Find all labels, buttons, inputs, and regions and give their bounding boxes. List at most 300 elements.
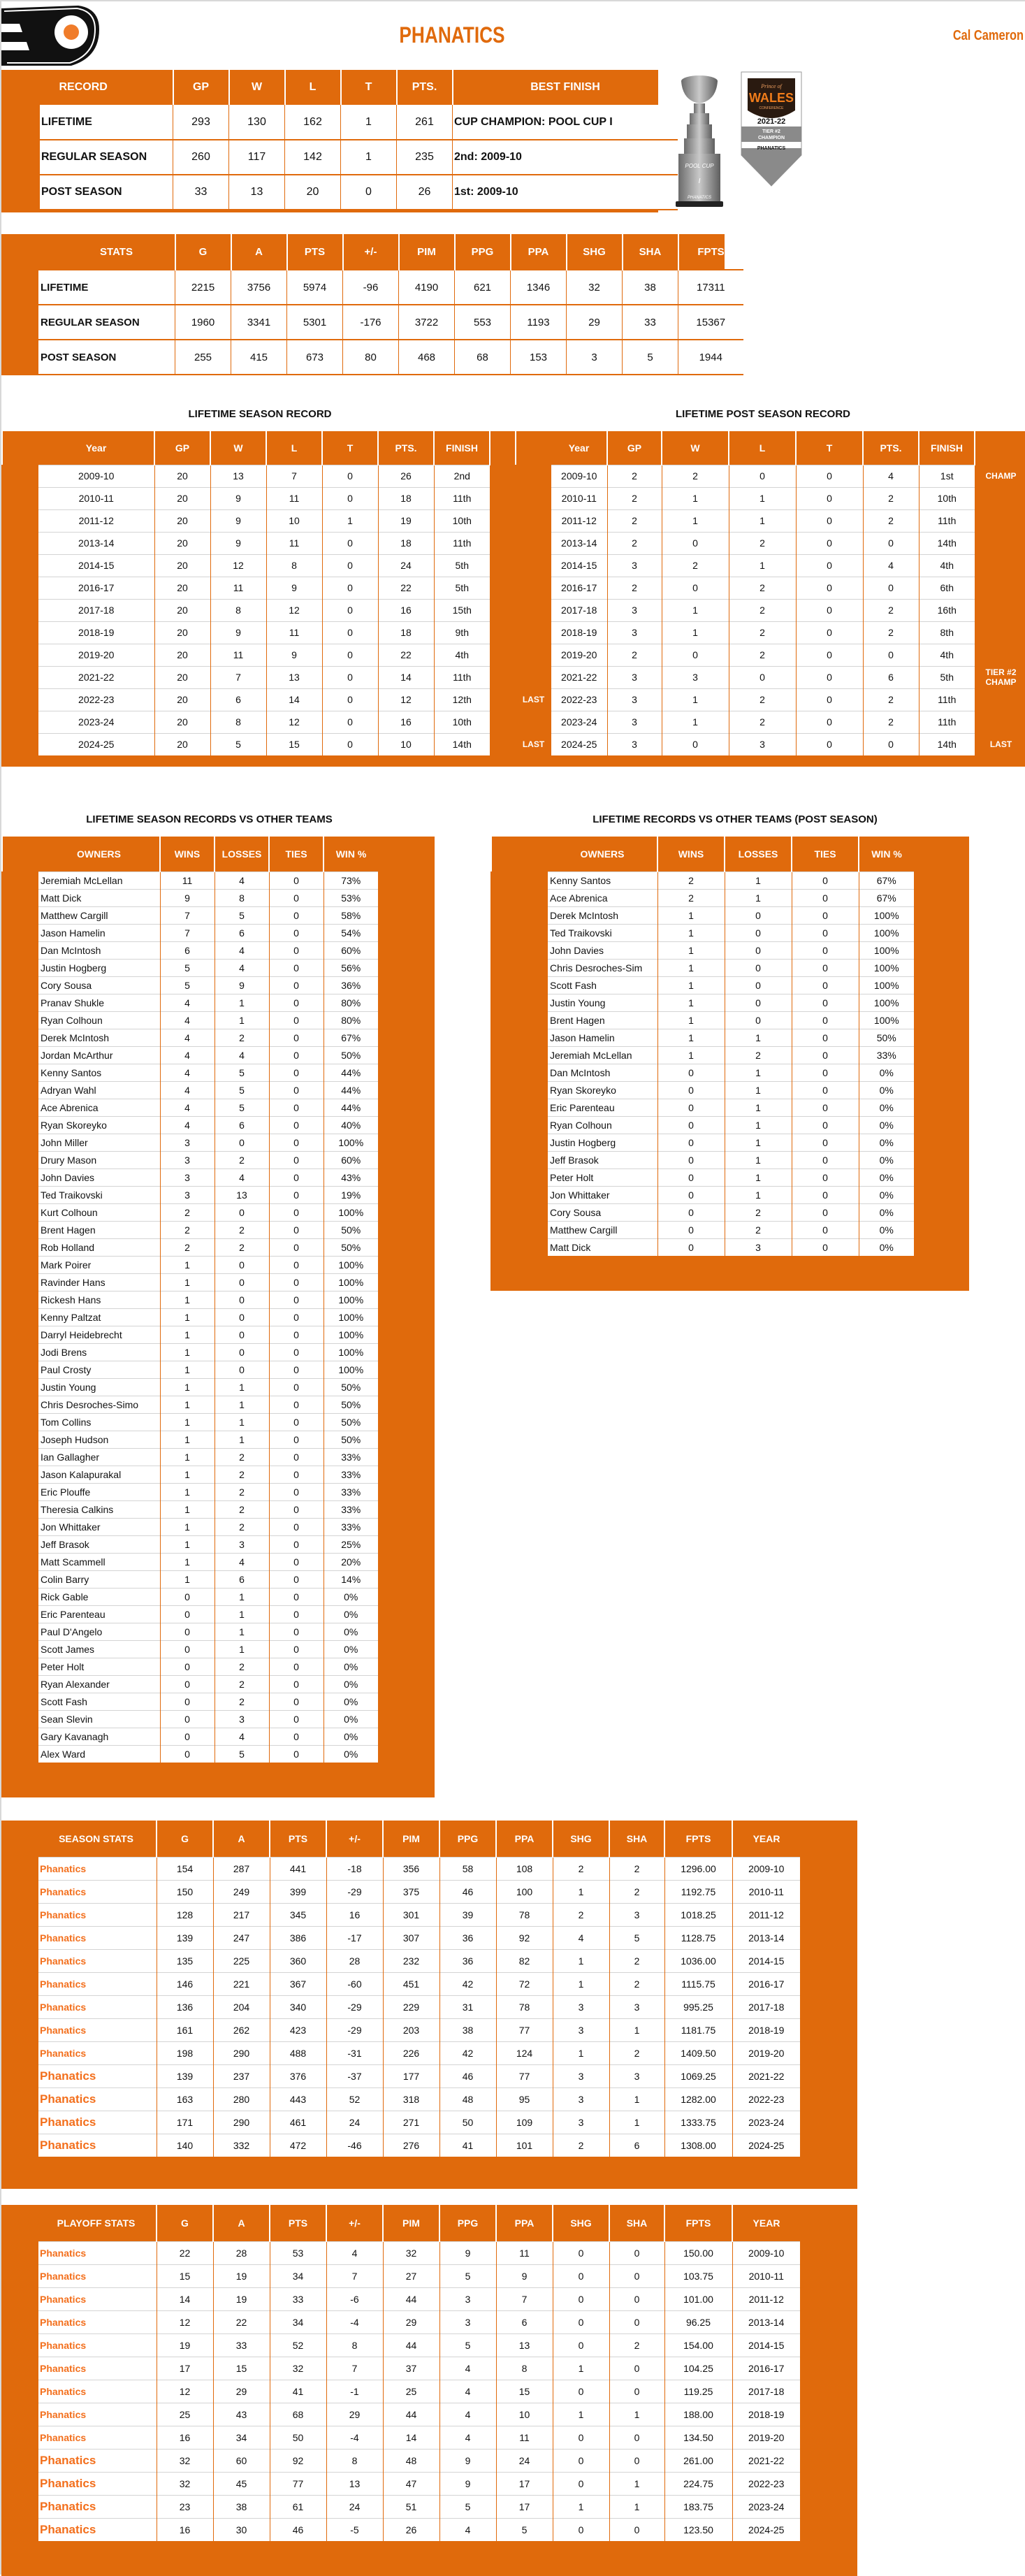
- table-cell: 0: [792, 994, 859, 1011]
- year-cell: 2018-19: [732, 2018, 800, 2041]
- playoff-stats-panel: [1, 2205, 857, 2576]
- table-cell: 1: [215, 1588, 269, 1605]
- table-row: [1, 2018, 800, 2041]
- table-cell: 92: [496, 1926, 553, 1949]
- table-cell: 17: [496, 2472, 553, 2495]
- table-cell: 50%: [859, 1029, 914, 1046]
- finish-note-badge: [490, 554, 516, 577]
- column-header: YEAR: [732, 2205, 800, 2241]
- table-cell: 13: [266, 666, 322, 688]
- table-cell: 1: [160, 1500, 215, 1518]
- table-cell: 0: [160, 1623, 215, 1640]
- table-cell: 0: [269, 1081, 324, 1099]
- finish-note-badge: [490, 621, 516, 644]
- table-cell: 162: [285, 105, 341, 140]
- table-cell: 0: [269, 1308, 324, 1326]
- table-cell: 0: [269, 976, 324, 994]
- table-row: [2, 871, 378, 889]
- table-cell: 0: [792, 1186, 859, 1203]
- table-cell: 1: [160, 1396, 215, 1413]
- table-row: [2, 554, 516, 577]
- finish-note-badge: CHAMP: [975, 465, 1025, 487]
- gutter: [2, 924, 38, 941]
- column-header: A: [213, 1821, 270, 1857]
- column-header: PIM: [383, 1821, 439, 1857]
- gutter: [1, 1949, 38, 1972]
- table-cell: 3: [607, 711, 662, 733]
- table-cell: 0: [269, 1151, 324, 1168]
- gutter: [1, 2310, 38, 2333]
- table-cell: 0: [609, 2310, 664, 2333]
- table-cell: 0: [553, 2287, 609, 2310]
- table-cell: 7: [326, 2264, 383, 2287]
- table-cell: 0: [657, 1186, 725, 1203]
- finish-note-badge: [975, 577, 1025, 599]
- gutter: [2, 871, 38, 889]
- table-cell: 318: [383, 2087, 439, 2111]
- table-cell: 123.50: [664, 2518, 732, 2541]
- owner-name-cell: Ryan Alexander: [38, 1675, 160, 1693]
- table-cell: 37: [383, 2357, 439, 2380]
- table-cell: 5: [496, 2518, 553, 2541]
- finish-cell: 15th: [434, 599, 490, 621]
- team-name-cell: Phanatics: [38, 2333, 157, 2357]
- team-name-cell: Phanatics: [38, 2264, 157, 2287]
- gutter: [491, 889, 548, 906]
- table-row: [2, 1081, 378, 1099]
- table-cell: 1: [609, 2472, 664, 2495]
- table-cell: 100%: [324, 1343, 378, 1361]
- table-cell: 0: [269, 924, 324, 941]
- column-header: L: [285, 70, 341, 105]
- table-cell: 0: [657, 1064, 725, 1081]
- table-row: [516, 644, 1025, 666]
- table-row: [2, 1431, 378, 1448]
- column-header: WIN %: [859, 837, 914, 871]
- finish-note-badge: [490, 509, 516, 532]
- owner-name-cell: Ryan Skoreyko: [548, 1081, 657, 1099]
- table-cell: 12: [378, 688, 434, 711]
- column-header: FPTS: [664, 2205, 732, 2241]
- table-cell: 1193: [511, 305, 567, 340]
- gutter: [2, 1186, 38, 1203]
- table-cell: 0: [215, 1203, 269, 1221]
- table-cell: 1346: [511, 270, 567, 305]
- column-header: WIN %: [324, 837, 378, 871]
- gutter: [491, 924, 548, 941]
- table-row: [516, 532, 1025, 554]
- table-row: [2, 487, 516, 509]
- table-row: [491, 941, 914, 959]
- table-cell: 0: [553, 2310, 609, 2333]
- year-cell: 2019-20: [551, 644, 607, 666]
- table-cell: 2: [729, 644, 796, 666]
- table-row: [2, 1308, 378, 1326]
- table-cell: 1: [725, 1064, 792, 1081]
- finish-cell: 11th: [919, 711, 975, 733]
- column-header: LOSSES: [215, 837, 269, 871]
- column-header: W: [210, 431, 266, 465]
- year-cell: 2014-15: [732, 2333, 800, 2357]
- table-cell: 0: [215, 1343, 269, 1361]
- table-cell: 33: [270, 2287, 326, 2310]
- team-name-cell: Phanatics: [38, 2495, 157, 2518]
- owner-name-cell: Alex Ward: [38, 1745, 160, 1763]
- table-cell: 39: [439, 1903, 496, 1926]
- table-cell: 1409.50: [664, 2041, 732, 2064]
- table-row: [2, 1745, 378, 1763]
- table-cell: 47: [383, 2472, 439, 2495]
- record-summary-panel: [1, 70, 658, 212]
- column-header: TIES: [792, 837, 859, 871]
- table-cell: 3: [662, 666, 729, 688]
- table-cell: 0: [792, 1168, 859, 1186]
- best-finish-cell: CUP CHAMPION: POOL CUP I: [453, 105, 678, 140]
- table-cell: 0: [609, 2287, 664, 2310]
- year-cell: 2011-12: [732, 1903, 800, 1926]
- table-cell: 19: [213, 2287, 270, 2310]
- table-cell: 4: [439, 2380, 496, 2403]
- table-cell: 58%: [324, 906, 378, 924]
- svg-text:2021-22: 2021-22: [757, 117, 786, 126]
- finish-note-badge: [490, 666, 516, 688]
- gutter: [490, 431, 516, 465]
- table-cell: 34: [213, 2426, 270, 2449]
- table-cell: 451: [383, 1972, 439, 1995]
- table-cell: 6: [496, 2310, 553, 2333]
- table-cell: 0: [269, 1064, 324, 1081]
- finish-cell: 4th: [434, 644, 490, 666]
- table-cell: 78: [496, 1903, 553, 1926]
- table-cell: 301: [383, 1903, 439, 1926]
- table-cell: 1: [725, 889, 792, 906]
- table-cell: 3: [725, 1238, 792, 1256]
- table-cell: 2: [609, 1972, 664, 1995]
- year-cell: 2011-12: [732, 2287, 800, 2310]
- table-cell: 1: [160, 1431, 215, 1448]
- table-row: [491, 976, 914, 994]
- table-cell: 0: [657, 1203, 725, 1221]
- table-row: [2, 1518, 378, 1535]
- season-note-badge: [516, 621, 551, 644]
- owner-name-cell: Justin Young: [548, 994, 657, 1011]
- table-cell: 0: [269, 1291, 324, 1308]
- year-cell: 2022-23: [732, 2472, 800, 2495]
- table-cell: 1: [215, 1011, 269, 1029]
- year-cell: 2009-10: [732, 1857, 800, 1880]
- table-row: [2, 1134, 378, 1151]
- table-cell: 54%: [324, 924, 378, 941]
- year-cell: 2014-15: [38, 554, 154, 577]
- owner-name-cell: Matthew Cargill: [548, 1221, 657, 1238]
- table-cell: 20: [154, 711, 210, 733]
- table-cell: 0: [160, 1640, 215, 1658]
- table-cell: 32: [157, 2449, 213, 2472]
- table-cell: 4: [215, 941, 269, 959]
- gutter: [2, 1203, 38, 1221]
- gutter: [2, 733, 38, 755]
- table-row: [2, 1151, 378, 1168]
- owner-name-cell: Chris Desroches-Sim: [548, 959, 657, 976]
- gutter: [491, 1081, 548, 1099]
- table-row: [516, 465, 1025, 487]
- table-cell: 1: [160, 1326, 215, 1343]
- gutter: [491, 1168, 548, 1186]
- table-cell: 11: [266, 621, 322, 644]
- table-cell: 399: [270, 1880, 326, 1903]
- team-name-cell: Phanatics: [38, 2287, 157, 2310]
- owner-name-cell: Justin Young: [38, 1378, 160, 1396]
- table-cell: 0: [269, 906, 324, 924]
- table-cell: 15: [266, 733, 322, 755]
- table-cell: 1: [609, 2403, 664, 2426]
- table-cell: 0: [792, 1238, 859, 1256]
- table-cell: 0: [269, 941, 324, 959]
- table-row: [2, 1413, 378, 1431]
- table-row: [491, 1011, 914, 1029]
- table-cell: 9: [439, 2449, 496, 2472]
- gutter: [2, 1326, 38, 1343]
- table-cell: 1: [725, 1116, 792, 1134]
- table-row: [2, 1500, 378, 1518]
- table-cell: 1: [553, 2495, 609, 2518]
- team-name-cell: Phanatics: [38, 1880, 157, 1903]
- table-cell: 36: [439, 1926, 496, 1949]
- column-header: LOSSES: [725, 837, 792, 871]
- table-cell: 44: [383, 2403, 439, 2426]
- table-cell: 0%: [324, 1605, 378, 1623]
- table-cell: 3: [607, 733, 662, 755]
- table-cell: 0: [269, 1658, 324, 1675]
- year-cell: 2022-23: [551, 688, 607, 711]
- gutter: [2, 1046, 38, 1064]
- gutter: [2, 1273, 38, 1291]
- table-cell: 0: [792, 1011, 859, 1029]
- table-cell: 1: [725, 1168, 792, 1186]
- column-header: PPA: [496, 1821, 553, 1857]
- table-row: [491, 1081, 914, 1099]
- gutter: [1, 1972, 38, 1995]
- table-row: [2, 1675, 378, 1693]
- team-name-cell: Phanatics: [38, 2134, 157, 2157]
- table-row: [2, 941, 378, 959]
- table-cell: 13: [229, 175, 285, 210]
- gutter: [2, 1553, 38, 1570]
- table-cell: 19: [213, 2264, 270, 2287]
- table-cell: 0: [792, 906, 859, 924]
- table-cell: 154.00: [664, 2333, 732, 2357]
- table-row: [1, 2357, 800, 2380]
- table-cell: 356: [383, 1857, 439, 1880]
- table-cell: 0: [322, 711, 378, 733]
- table-cell: 280: [213, 2087, 270, 2111]
- owner-name-cell: Sean Slevin: [38, 1710, 160, 1728]
- table-row: [1, 2064, 800, 2087]
- table-cell: 5: [439, 2264, 496, 2287]
- table-cell: 44%: [324, 1064, 378, 1081]
- owner-name-cell: Drury Mason: [38, 1151, 160, 1168]
- owner-name-cell: Peter Holt: [548, 1168, 657, 1186]
- table-cell: 8: [210, 599, 266, 621]
- owner-name-cell: Rickesh Hans: [38, 1291, 160, 1308]
- table-cell: 1: [725, 1099, 792, 1116]
- table-cell: 100%: [324, 1326, 378, 1343]
- table-cell: 0: [269, 1570, 324, 1588]
- table-cell: 0: [792, 889, 859, 906]
- table-cell: 0: [269, 1361, 324, 1378]
- table-cell: 0: [796, 509, 863, 532]
- table-cell: 0: [322, 644, 378, 666]
- table-cell: 2: [725, 1221, 792, 1238]
- table-cell: 0%: [859, 1099, 914, 1116]
- owner-name-cell: Kenny Santos: [548, 871, 657, 889]
- table-row: [2, 1466, 378, 1483]
- table-cell: 11: [160, 871, 215, 889]
- table-cell: 1: [729, 554, 796, 577]
- table-cell: 1: [662, 487, 729, 509]
- finish-note-badge: [490, 733, 516, 755]
- table-row: [1, 1972, 800, 1995]
- table-row: [491, 924, 914, 941]
- table-cell: 25: [157, 2403, 213, 2426]
- gutter: [491, 1134, 548, 1151]
- column-header: A: [213, 2205, 270, 2241]
- table-cell: 28: [213, 2241, 270, 2264]
- owner-name-cell: Kenny Paltzat: [38, 1308, 160, 1326]
- team-name-cell: Phanatics: [38, 1972, 157, 1995]
- team-name-cell: Phanatics: [38, 1926, 157, 1949]
- table-cell: 18: [378, 621, 434, 644]
- column-header: GP: [154, 431, 210, 465]
- owner-name-cell: Jeremiah McLellan: [38, 871, 160, 889]
- table-cell: 77: [496, 2064, 553, 2087]
- column-header: T: [322, 431, 378, 465]
- column-header: L: [729, 431, 796, 465]
- gutter: [491, 1011, 548, 1029]
- table-row: [491, 1046, 914, 1064]
- gutter: [1, 2041, 38, 2064]
- table-cell: 0: [796, 554, 863, 577]
- table-cell: 6: [160, 941, 215, 959]
- column-header: PTS.: [378, 431, 434, 465]
- table-cell: 0: [269, 1029, 324, 1046]
- gutter: [2, 1728, 38, 1745]
- table-cell: 3341: [231, 305, 287, 340]
- table-cell: 17: [157, 2357, 213, 2380]
- table-cell: 367: [270, 1972, 326, 1995]
- table-cell: 0: [269, 1640, 324, 1658]
- table-cell: 43%: [324, 1168, 378, 1186]
- gutter: [491, 1029, 548, 1046]
- finish-note-badge: [975, 554, 1025, 577]
- table-cell: 0: [725, 994, 792, 1011]
- table-cell: 5: [215, 1099, 269, 1116]
- table-cell: 203: [383, 2018, 439, 2041]
- table-cell: 5974: [287, 270, 343, 305]
- column-header: PTS: [270, 1821, 326, 1857]
- row-label: POST SEASON: [20, 340, 175, 375]
- table-cell: 1944: [678, 340, 743, 375]
- table-cell: 1: [215, 1605, 269, 1623]
- table-row: [1, 2380, 800, 2403]
- table-cell: 1: [215, 1413, 269, 1431]
- table-cell: 0: [269, 1238, 324, 1256]
- gutter: [2, 1431, 38, 1448]
- table-cell: 44: [383, 2287, 439, 2310]
- gutter: [2, 1588, 38, 1605]
- table-cell: 20: [154, 733, 210, 755]
- table-cell: 8: [326, 2333, 383, 2357]
- owner-name-cell: Theresia Calkins: [38, 1500, 160, 1518]
- table-cell: 0: [553, 2449, 609, 2472]
- table-cell: 4: [215, 1046, 269, 1064]
- gutter: [491, 1238, 548, 1256]
- table-cell: 134.50: [664, 2426, 732, 2449]
- season-note-badge: [516, 509, 551, 532]
- column-header: SHA: [623, 234, 678, 270]
- table-cell: 0: [553, 2333, 609, 2357]
- table-cell: 9: [266, 644, 322, 666]
- table-cell: 0: [269, 1099, 324, 1116]
- owner-name-cell: Tom Collins: [38, 1413, 160, 1431]
- table-cell: 4: [160, 1116, 215, 1134]
- table-cell: 8: [266, 554, 322, 577]
- table-cell: 0%: [859, 1221, 914, 1238]
- svg-text:WALES: WALES: [748, 91, 794, 105]
- season-note-badge: [516, 577, 551, 599]
- year-cell: 2009-10: [38, 465, 154, 487]
- svg-text:I: I: [698, 178, 701, 185]
- table-row: [2, 1046, 378, 1064]
- table-cell: 5: [439, 2495, 496, 2518]
- year-cell: 2016-17: [732, 2357, 800, 2380]
- table-cell: 12: [266, 711, 322, 733]
- year-cell: 2010-11: [551, 487, 607, 509]
- year-cell: 2022-23: [38, 688, 154, 711]
- table-cell: 0%: [859, 1168, 914, 1186]
- table-cell: 2: [725, 1046, 792, 1064]
- table-cell: 0: [269, 1605, 324, 1623]
- season-stats-table: [1, 1821, 800, 2157]
- row-label: LIFETIME: [21, 105, 173, 140]
- column-header: +/-: [343, 234, 399, 270]
- table-cell: 0: [553, 2264, 609, 2287]
- table-cell: 0: [796, 666, 863, 688]
- table-cell: 2: [160, 1221, 215, 1238]
- table-cell: 183.75: [664, 2495, 732, 2518]
- table-cell: 4: [160, 1081, 215, 1099]
- gutter: [1, 2380, 38, 2403]
- table-cell: 4: [215, 1553, 269, 1570]
- table-cell: 3: [160, 1151, 215, 1168]
- table-cell: 5: [160, 976, 215, 994]
- table-cell: 100%: [324, 1203, 378, 1221]
- table-cell: 4: [326, 2241, 383, 2264]
- gutter: [491, 1116, 548, 1134]
- table-cell: 44%: [324, 1081, 378, 1099]
- gutter: [2, 1238, 38, 1256]
- gutter: [2, 941, 38, 959]
- table-cell: 100%: [859, 994, 914, 1011]
- table-row: [2, 532, 516, 554]
- table-cell: 293: [173, 105, 229, 140]
- table-cell: 2: [215, 1693, 269, 1710]
- finish-note-badge: [975, 688, 1025, 711]
- year-cell: 2014-15: [551, 554, 607, 577]
- year-cell: 2017-18: [732, 2380, 800, 2403]
- column-header: Year: [568, 442, 590, 454]
- table-cell: 0: [863, 733, 919, 755]
